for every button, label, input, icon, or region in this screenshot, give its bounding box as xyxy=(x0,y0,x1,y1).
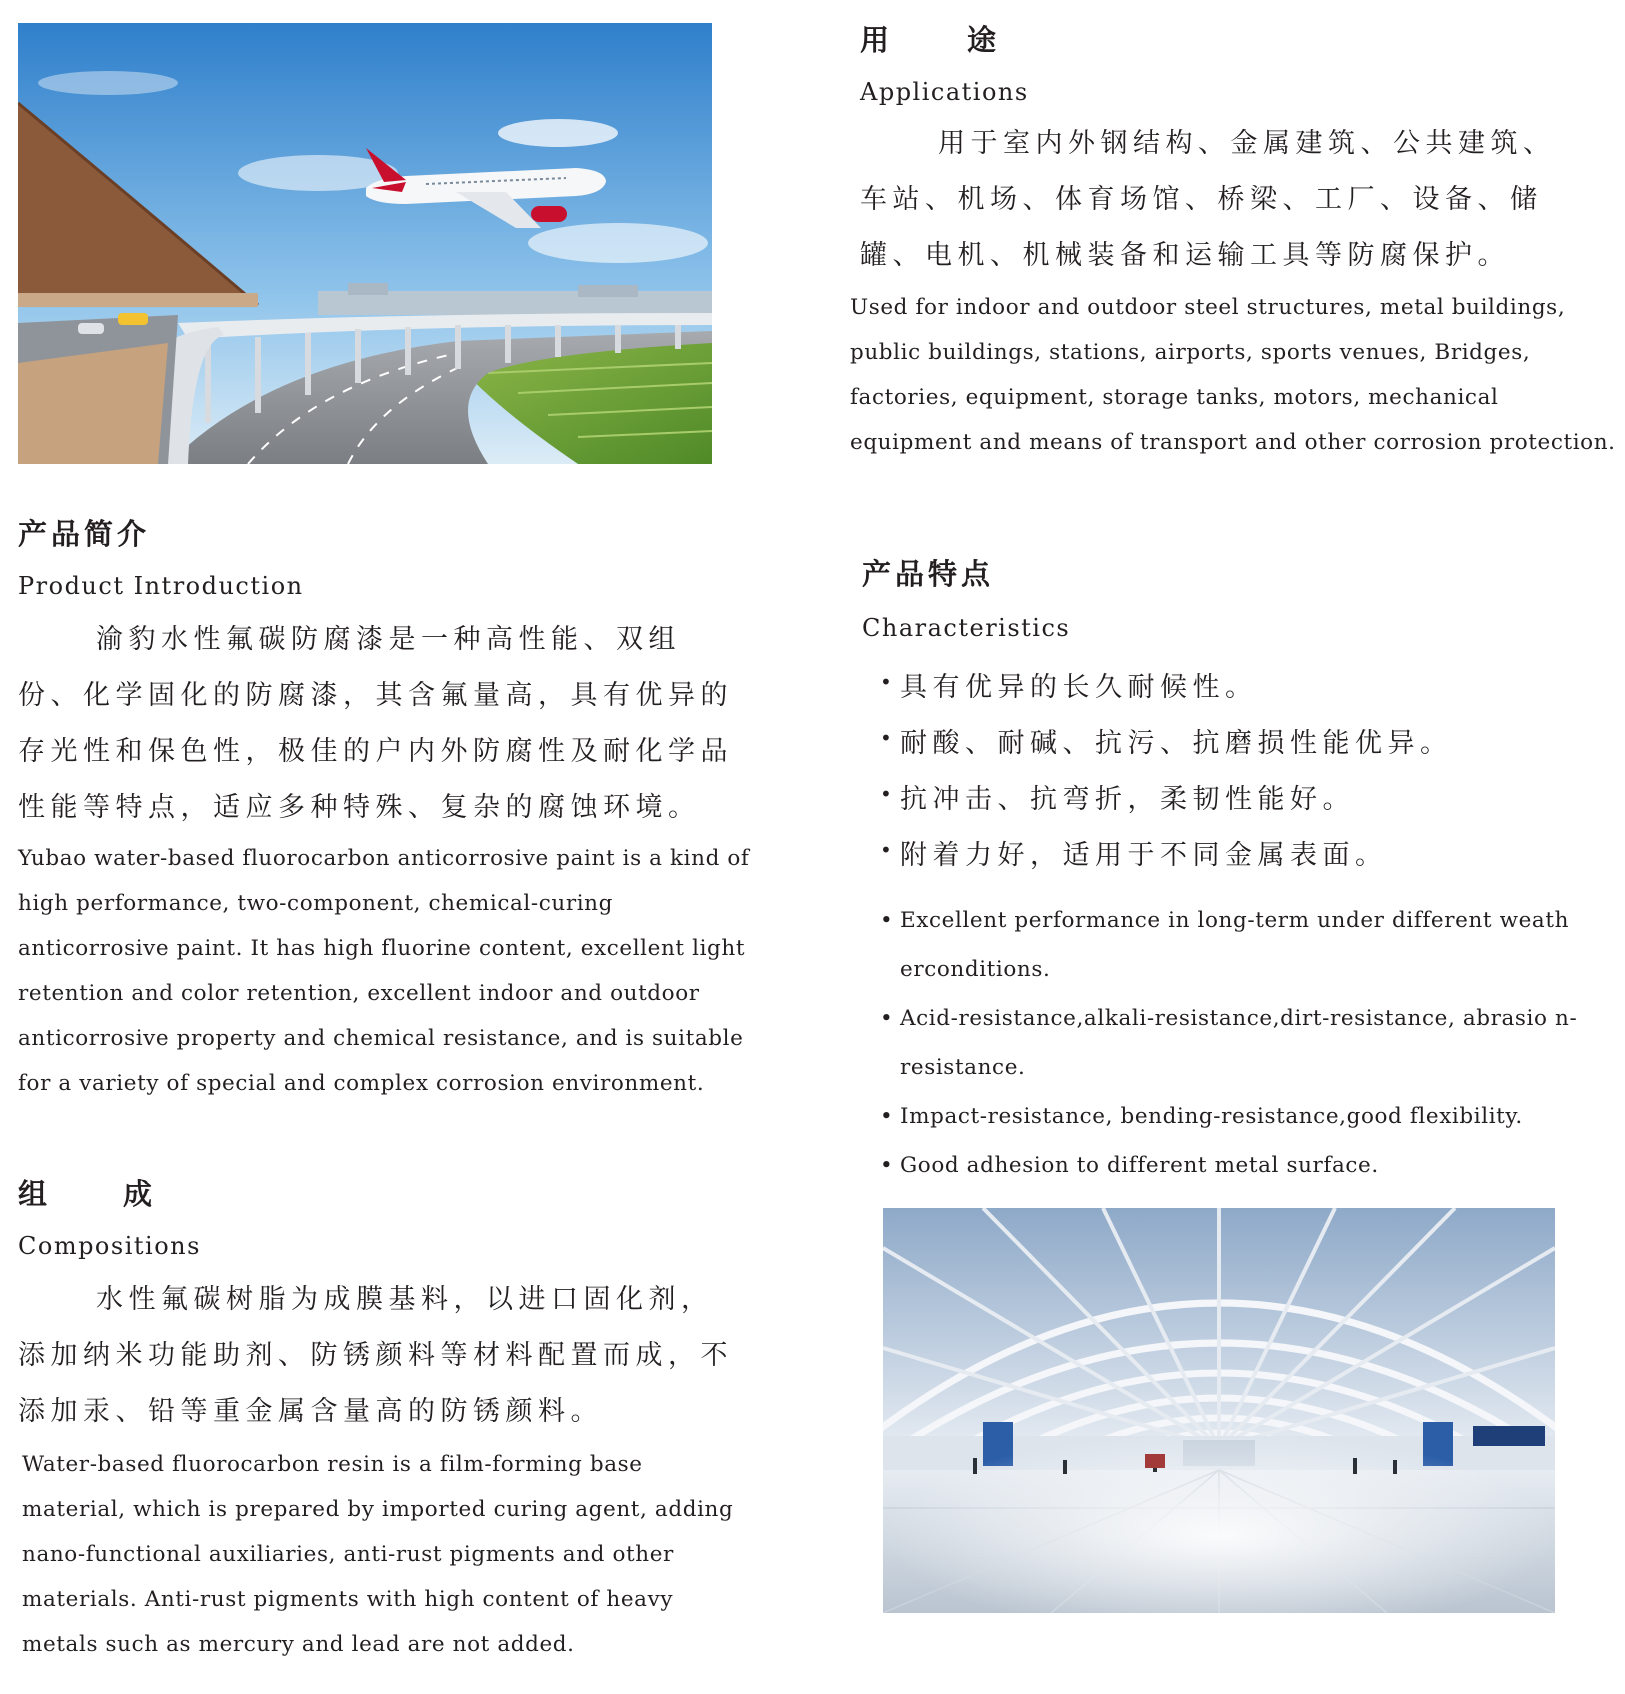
characteristic-item-zh: • 具有优异的长久耐候性。 xyxy=(880,660,1600,716)
introduction-body-en: Yubao water-based fluorocarbon anticorrosive paint is a kind of high performance, two-component, chemical-curing anticorrosive paint. It has high fluorine content, excellent light retention and color retention, excellent indoor and outdoor anticorrosive property and chemical resistance, and is suitable for a variety of special and complex corrosion environment. xyxy=(18,846,750,1096)
characteristic-item-en: • Impact-resistance, bending-resistance,good flexibility. xyxy=(880,1092,1600,1141)
airport-airplane-photo xyxy=(18,23,712,464)
characteristic-item-en: • Acid-resistance,alkali-resistance,dirt-resistance, abrasio n-resistance. xyxy=(880,994,1600,1092)
characteristics-title-en: Characteristics xyxy=(862,614,1071,642)
applications-title-char: 途 xyxy=(967,23,997,57)
characteristic-item-en: • Excellent performance in long-term under different weath erconditions. xyxy=(880,896,1600,994)
compositions-body-en: Water-based fluorocarbon resin is a film-forming base material, which is prepared by imported curing agent, adding nano-functional auxiliaries, anti-rust pigments and other materials. Anti-rust pigments with high content of heavy metals such as mercury and lead are not added. xyxy=(22,1452,734,1657)
applications-title-char: 用 xyxy=(860,23,890,57)
applications-section xyxy=(860,23,1580,57)
applications-body-en: Used for indoor and outdoor steel structures, metal buildings, public buildings, stations, airports, sports venues, Bridges, factories, equipment, storage tanks, motors, mechanical equipment and means of transport and other corrosion protection. xyxy=(850,295,1616,455)
characteristics-list-zh xyxy=(880,660,1600,884)
compositions-title-zh xyxy=(18,1177,153,1211)
introduction-title-zh: 产品简介 xyxy=(18,517,151,551)
characteristic-item-zh: • 抗冲击、抗弯折，柔韧性能好。 xyxy=(880,772,1600,828)
compositions-title-char: 成 xyxy=(123,1177,153,1211)
characteristics-list-en xyxy=(880,896,1600,1190)
characteristics-title-zh: 产品特点 xyxy=(862,557,995,591)
introduction-body-zh: 渝豹水性氟碳防腐漆是一种高性能、双组份、化学固化的防腐漆，其含氟量高，具有优异的存光性和保色性，极佳的户内外防腐性及耐化学品性能等特点，适应多种特殊、复杂的腐蚀环境。 xyxy=(18,624,733,823)
characteristic-item-en: • Good adhesion to different metal surface. xyxy=(880,1141,1600,1190)
compositions-body-zh: 水性氟碳树脂为成膜基料，以进口固化剂，添加纳米功能助剂、防锈颜料等材料配置而成，不添加汞、铅等重金属含量高的防锈颜料。 xyxy=(18,1284,733,1427)
characteristic-item-zh: • 耐酸、耐碱、抗污、抗磨损性能优异。 xyxy=(880,716,1600,772)
compositions-title-char: 组 xyxy=(18,1177,48,1211)
introduction-title-en: Product Introduction xyxy=(18,572,304,600)
applications-body-zh: 用于室内外钢结构、金属建筑、公共建筑、车站、机场、体育场馆、桥梁、工厂、设备、储罐、电机、机械装备和运输工具等防腐保护。 xyxy=(860,128,1556,271)
airport-terminal-photo xyxy=(883,1208,1555,1613)
applications-title-zh xyxy=(860,23,1580,57)
characteristic-item-zh: • 附着力好，适用于不同金属表面。 xyxy=(880,828,1600,884)
applications-title-en: Applications xyxy=(860,78,1029,106)
compositions-title-en: Compositions xyxy=(18,1232,201,1260)
